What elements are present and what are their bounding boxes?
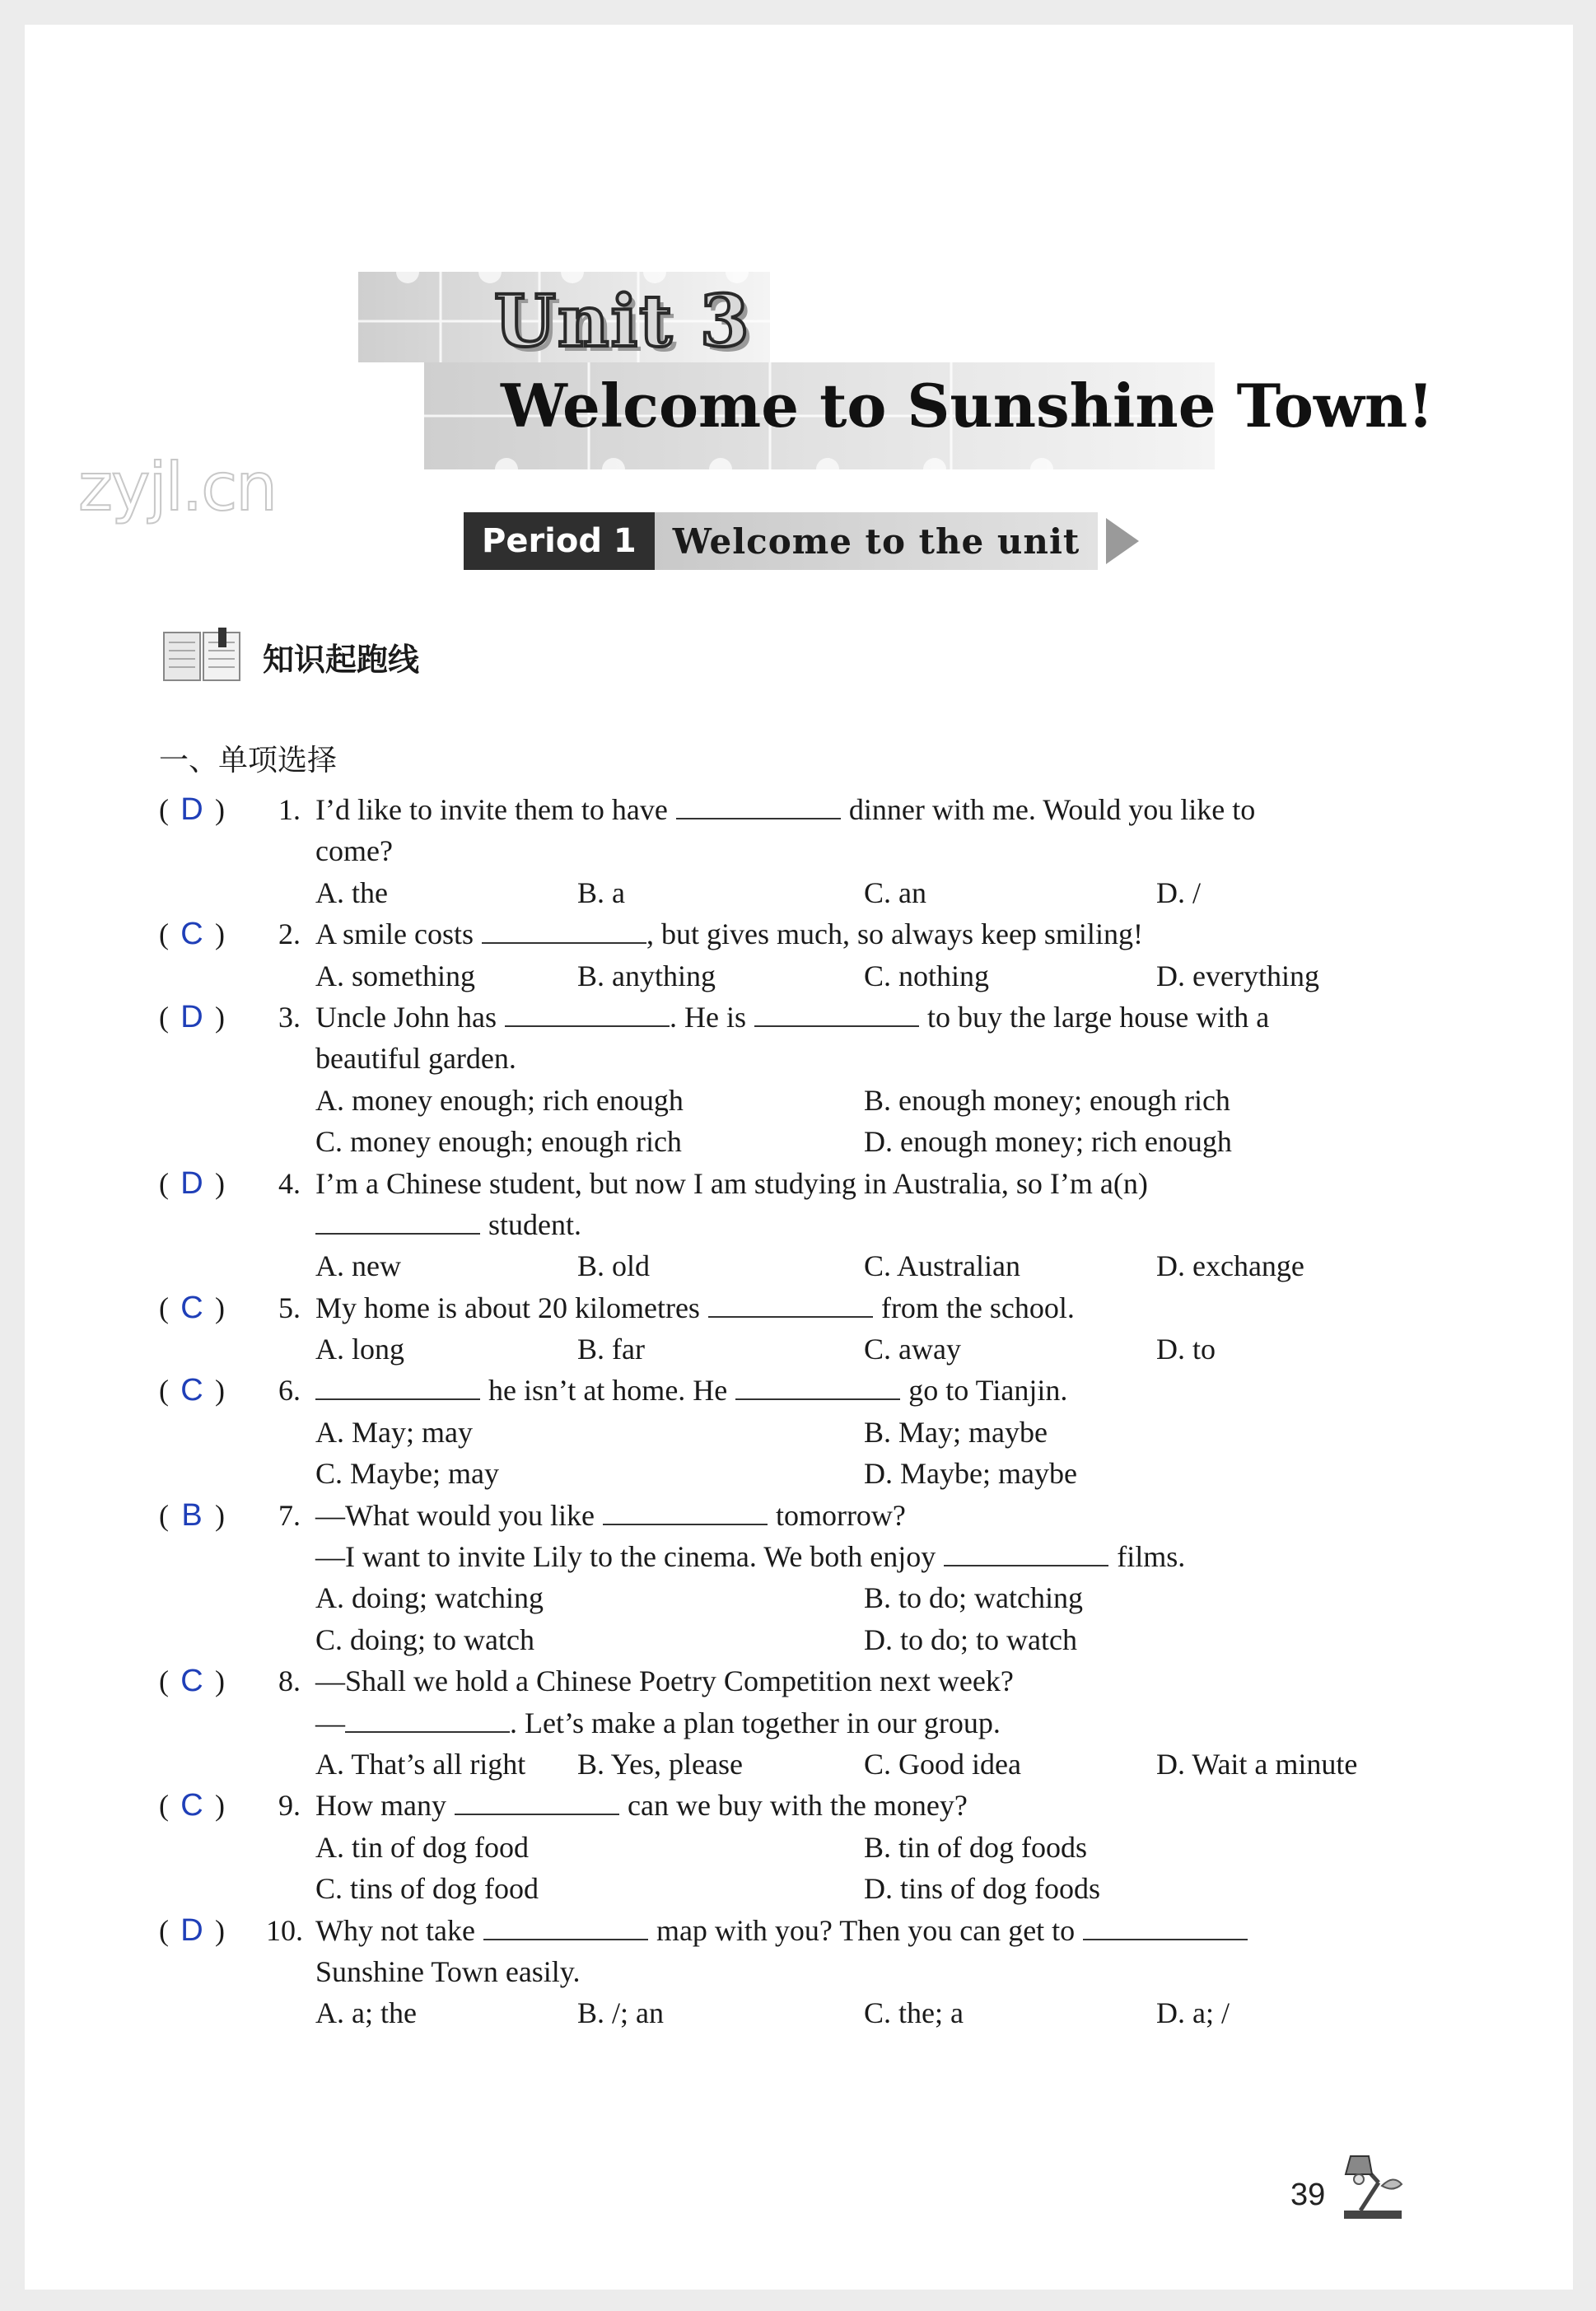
answer: D — [180, 1165, 203, 1201]
stem-text: come? — [315, 834, 393, 868]
stem-text: films. — [1117, 1540, 1186, 1574]
stem-text: My home is about 20 kilometres — [315, 1291, 700, 1324]
unit-label: Unit 3 — [494, 280, 751, 363]
part-title: 一、单项选择 — [159, 744, 338, 777]
option-a: A. May; may — [315, 1415, 473, 1449]
option-b: B. May; maybe — [864, 1415, 1048, 1449]
stem-text: he isn’t at home. He — [488, 1374, 728, 1408]
question-number: 8. — [278, 1664, 301, 1698]
option-d: D. tins of dog foods — [864, 1872, 1100, 1906]
question-4 — [159, 1163, 1444, 1287]
option-d: D. enough money; rich enough — [864, 1125, 1232, 1159]
option-a: A. money enough; rich enough — [315, 1083, 684, 1117]
question-number: 6. — [278, 1374, 301, 1408]
option-b: B. /; an — [577, 1996, 664, 2030]
option-b: B. enough money; enough rich — [864, 1083, 1230, 1117]
period-bar — [464, 512, 1139, 570]
stem-text: How many — [315, 1789, 446, 1823]
stem-text: can we buy with the money? — [627, 1789, 968, 1823]
answer-blank — [483, 1914, 648, 1940]
question-number: 10. — [266, 1913, 303, 1947]
stem-text: — — [315, 1706, 345, 1739]
stem-text: from the school. — [880, 1291, 1075, 1324]
question-number: 9. — [278, 1789, 301, 1823]
section-title: 知识起跑线 — [263, 641, 420, 678]
answer: C — [180, 1788, 203, 1823]
section-heading — [161, 628, 419, 685]
option-b: B. Yes, please — [577, 1747, 744, 1781]
answer-bracket: ( D ) — [159, 997, 278, 1038]
lamp-icon — [1336, 2150, 1410, 2224]
answer-blank — [676, 793, 841, 819]
option-a: A. tin of dog food — [315, 1830, 529, 1864]
stem-text: tomorrow? — [775, 1498, 906, 1532]
answer: D — [180, 999, 203, 1034]
option-c: C. nothing — [864, 959, 990, 992]
option-a: A. long — [315, 1333, 404, 1366]
answer-blank — [315, 1208, 480, 1235]
book-icon — [161, 628, 243, 685]
option-c: C. Good idea — [864, 1747, 1021, 1781]
question-8 — [159, 1660, 1444, 1785]
answer-bracket: ( B ) — [159, 1495, 278, 1536]
watermark: zyjl.cn — [78, 449, 276, 525]
option-c: C. tins of dog food — [315, 1872, 539, 1906]
question-9 — [159, 1785, 1444, 1909]
option-b: B. anything — [577, 959, 716, 992]
question-3 — [159, 997, 1444, 1163]
option-a: A. a; the — [315, 1996, 417, 2030]
answer: C — [180, 1290, 203, 1325]
stem-text: —Shall we hold a Chinese Poetry Competition next week? — [315, 1664, 1014, 1698]
answer-bracket: ( C ) — [159, 1370, 278, 1411]
stem-text: . He is — [669, 1000, 746, 1034]
answer-blank — [735, 1374, 900, 1400]
answer-blank — [455, 1789, 619, 1815]
period-tag: Period 1 — [464, 512, 655, 570]
arrow-right-icon — [1106, 518, 1139, 564]
option-d: D. Maybe; maybe — [864, 1457, 1077, 1491]
answer-blank — [944, 1540, 1108, 1566]
option-b: B. old — [577, 1249, 651, 1283]
answer-blank — [1083, 1914, 1248, 1940]
stem-text: . Let’s make a plan together in our group. — [510, 1706, 1001, 1739]
option-c: C. money enough; enough rich — [315, 1125, 682, 1159]
option-d: D. to — [1156, 1333, 1216, 1366]
stem-text: beautiful garden. — [315, 1042, 516, 1076]
answer-blank — [345, 1706, 510, 1733]
answer-bracket: ( C ) — [159, 1287, 278, 1328]
option-a: A. doing; watching — [315, 1581, 544, 1615]
question-list — [159, 789, 1444, 2034]
answer-bracket: ( D ) — [159, 789, 278, 830]
stem-text: A smile costs — [315, 917, 474, 951]
answer-blank — [603, 1499, 768, 1525]
stem-text: Why not take — [315, 1913, 475, 1947]
option-d: D. to do; to watch — [864, 1622, 1077, 1656]
option-c: C. the; a — [864, 1996, 964, 2030]
option-d: D. everything — [1156, 959, 1319, 992]
option-d: D. Wait a minute — [1156, 1747, 1358, 1781]
question-5 — [159, 1287, 1444, 1370]
answer-blank — [708, 1291, 873, 1318]
option-d: D. exchange — [1156, 1249, 1304, 1283]
option-b: B. far — [577, 1333, 645, 1366]
question-1 — [159, 789, 1444, 913]
question-number: 5. — [278, 1291, 301, 1324]
answer-blank — [315, 1374, 480, 1400]
question-6 — [159, 1370, 1444, 1494]
answer-blank — [505, 1001, 670, 1027]
unit-title: Welcome to Sunshine Town! — [501, 371, 1434, 441]
option-a: A. new — [315, 1249, 401, 1283]
stem-text: Uncle John has — [315, 1000, 497, 1034]
answer: C — [180, 917, 203, 952]
stem-text: map with you? Then you can get to — [656, 1913, 1076, 1947]
option-b: B. a — [577, 875, 625, 909]
stem-text: student. — [488, 1207, 581, 1241]
answer: D — [180, 792, 203, 827]
answer-bracket: ( D ) — [159, 1910, 266, 1951]
question-number: 2. — [278, 917, 301, 951]
stem-text: —What would you like — [315, 1498, 595, 1532]
question-number: 7. — [278, 1498, 301, 1532]
period-name: Welcome to the unit — [655, 512, 1099, 570]
stem-text: , but gives much, so always keep smiling! — [646, 917, 1143, 951]
option-a: A. something — [315, 959, 475, 992]
question-number: 1. — [278, 793, 301, 826]
answer-bracket: ( C ) — [159, 913, 278, 955]
question-7 — [159, 1495, 1444, 1661]
stem-text: dinner with me. Would you like to — [848, 793, 1256, 826]
stem-text: I’d like to invite them to have — [315, 793, 668, 826]
option-c: C. Maybe; may — [315, 1457, 499, 1491]
unit-banner — [342, 247, 1434, 486]
answer-blank — [482, 917, 646, 944]
question-number: 3. — [278, 1000, 301, 1034]
option-c: C. an — [864, 875, 926, 909]
option-a: A. That’s all right — [315, 1747, 526, 1781]
puzzle-background-icon — [342, 247, 1215, 486]
option-a: A. the — [315, 875, 388, 909]
page-number: 39 — [1290, 2178, 1326, 2212]
stem-text: I’m a Chinese student, but now I am studying in Australia, so I’m a(n) — [315, 1166, 1148, 1200]
answer-bracket: ( D ) — [159, 1163, 278, 1204]
option-b: B. to do; watching — [864, 1581, 1083, 1615]
option-d: D. / — [1156, 875, 1201, 909]
question-number: 4. — [278, 1166, 301, 1200]
option-b: B. tin of dog foods — [864, 1830, 1088, 1864]
answer: C — [180, 1373, 203, 1408]
stem-text: go to Tianjin. — [908, 1374, 1068, 1408]
answer-bracket: ( C ) — [159, 1785, 278, 1826]
answer: D — [180, 1912, 203, 1948]
answer-blank — [754, 1001, 919, 1027]
option-c: C. away — [864, 1333, 961, 1366]
question-2 — [159, 913, 1444, 997]
option-c: C. doing; to watch — [315, 1622, 534, 1656]
option-c: C. Australian — [864, 1249, 1020, 1283]
answer: B — [181, 1497, 203, 1533]
question-10 — [159, 1910, 1444, 2034]
option-d: D. a; / — [1156, 1996, 1230, 2030]
stem-text: —I want to invite Lily to the cinema. We both enjoy — [315, 1540, 936, 1574]
answer: C — [180, 1664, 203, 1699]
stem-text: to buy the large house with a — [926, 1000, 1270, 1034]
stem-text: Sunshine Town easily. — [315, 1954, 581, 1988]
answer-bracket: ( C ) — [159, 1660, 278, 1702]
